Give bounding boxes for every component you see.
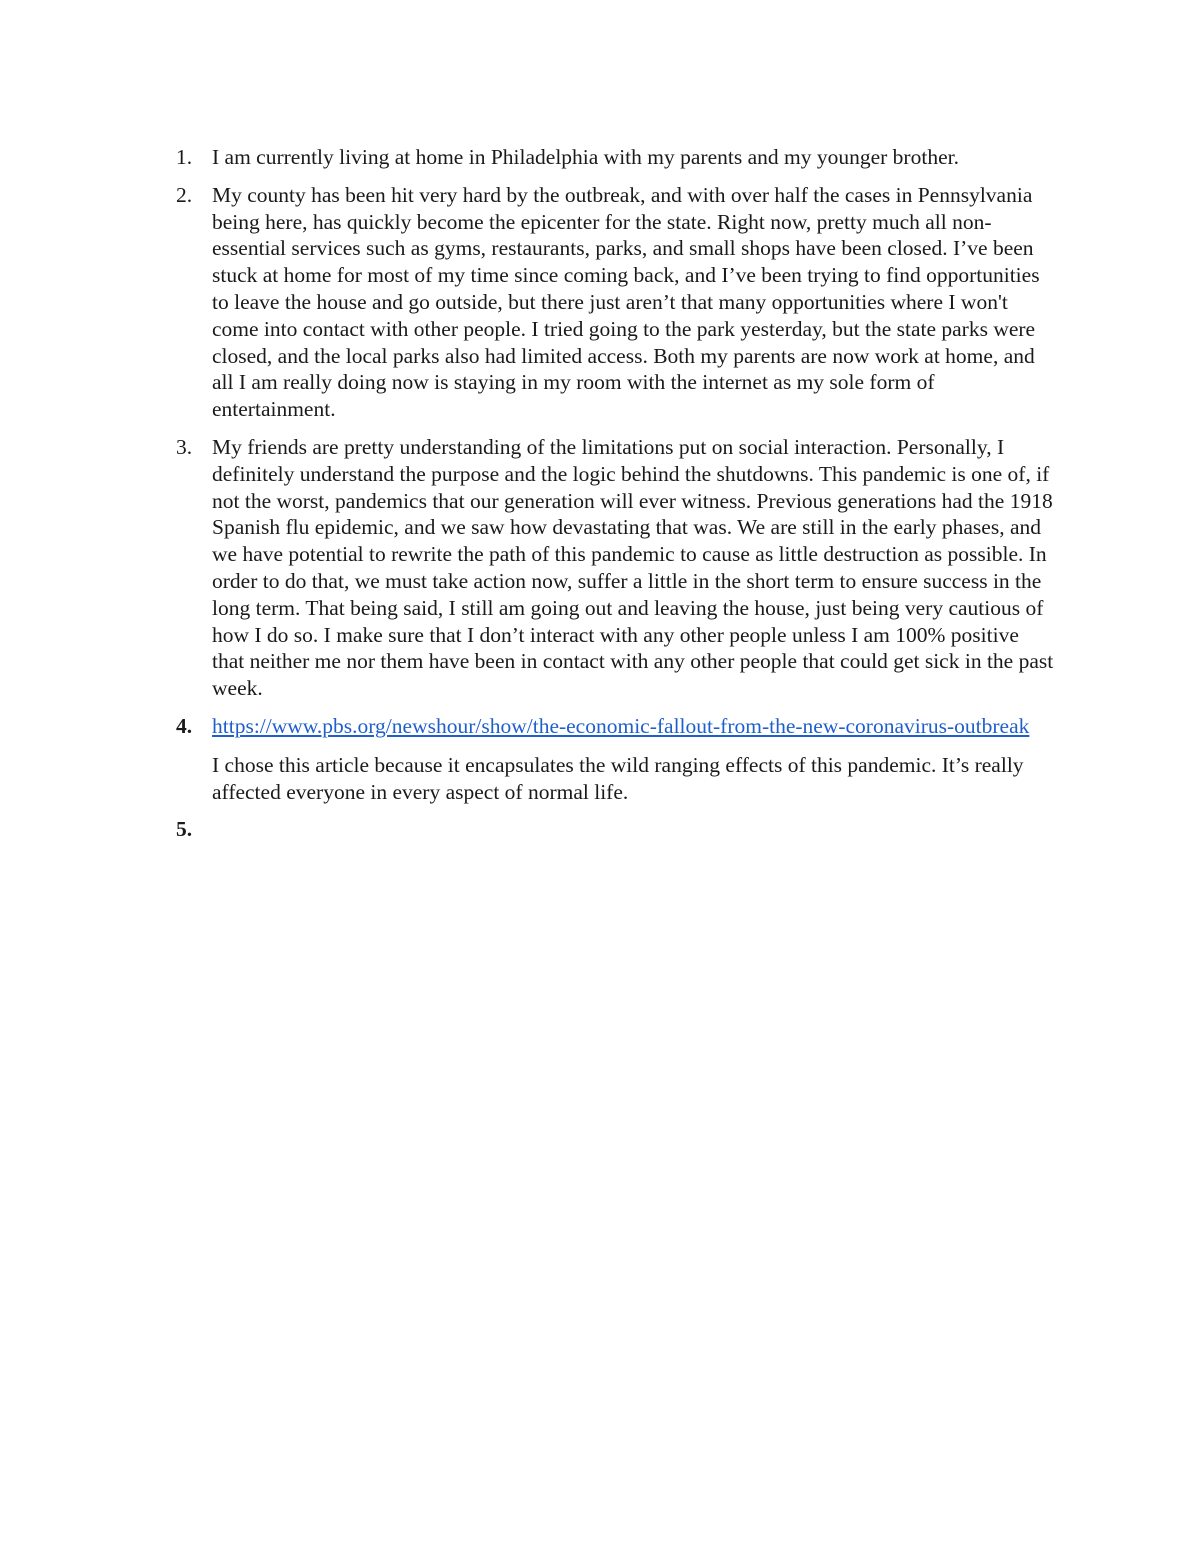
item-number: 1. [176, 145, 193, 169]
list-item-5 [176, 816, 1056, 843]
article-link[interactable]: https://www.pbs.org/newshour/show/the-economic-fallout-from-the-new-coronavirus-outbreak [212, 713, 1030, 738]
item-text: My county has been hit very hard by the outbreak, and with over half the cases in Pennsylvania being here, has quickly become the epicenter for the state. Right now, pretty much all non-essential services such as gyms, restaurants, parks, and small shops have been closed. I’ve been stuck at home for most of my time since coming back, and I’ve been trying to find opportunities to leave the house and go outside, but there just aren’t that many opportunities where I won't come into contact with other people. I tried going to the park yesterday, but the state parks were closed, and the local parks also had limited access. Both my parents are now work at home, and all I am really doing now is staying in my room with the internet as my sole form of entertainment. [212, 182, 1040, 422]
item-text: I am currently living at home in Philadelphia with my parents and my younger brother. [212, 145, 959, 169]
list-item-3 [176, 434, 1056, 702]
item-text: My friends are pretty understanding of the limitations put on social interaction. Personally, I definitely understand the purpose and the logic behind the shutdowns. This pandemic is one of, if not the worst, pandemics that our generation will ever witness. Previous generations had the 1918 Spanish flu epidemic, and we saw how devastating that was. We are still in the early phases, and we have potential to rewrite the path of this pandemic to cause as little destruction as possible. In order to do that, we must take action now, suffer a little in the short term to ensure success in the long term. That being said, I still am going out and leaving the house, just being very cautious of how I do so. I make sure that I don’t interact with any other people unless I am 100% positive that neither me nor them have been in contact with any other people that could get sick in the past week. [212, 434, 1054, 701]
list-item-2 [176, 182, 1056, 423]
item-number: 3. [176, 434, 193, 459]
list-item-4 [176, 713, 1056, 805]
item-text: I chose this article because it encapsulates the wild ranging effects of this pandemic. It’s really affected everyone in every aspect of normal life. [212, 752, 1024, 804]
item-number: 4. [176, 713, 193, 738]
item-number: 2. [176, 182, 193, 207]
item-number: 5. [176, 817, 193, 842]
answer-list [176, 144, 1056, 854]
item-text [212, 816, 1056, 843]
list-item-1 [176, 144, 1056, 171]
